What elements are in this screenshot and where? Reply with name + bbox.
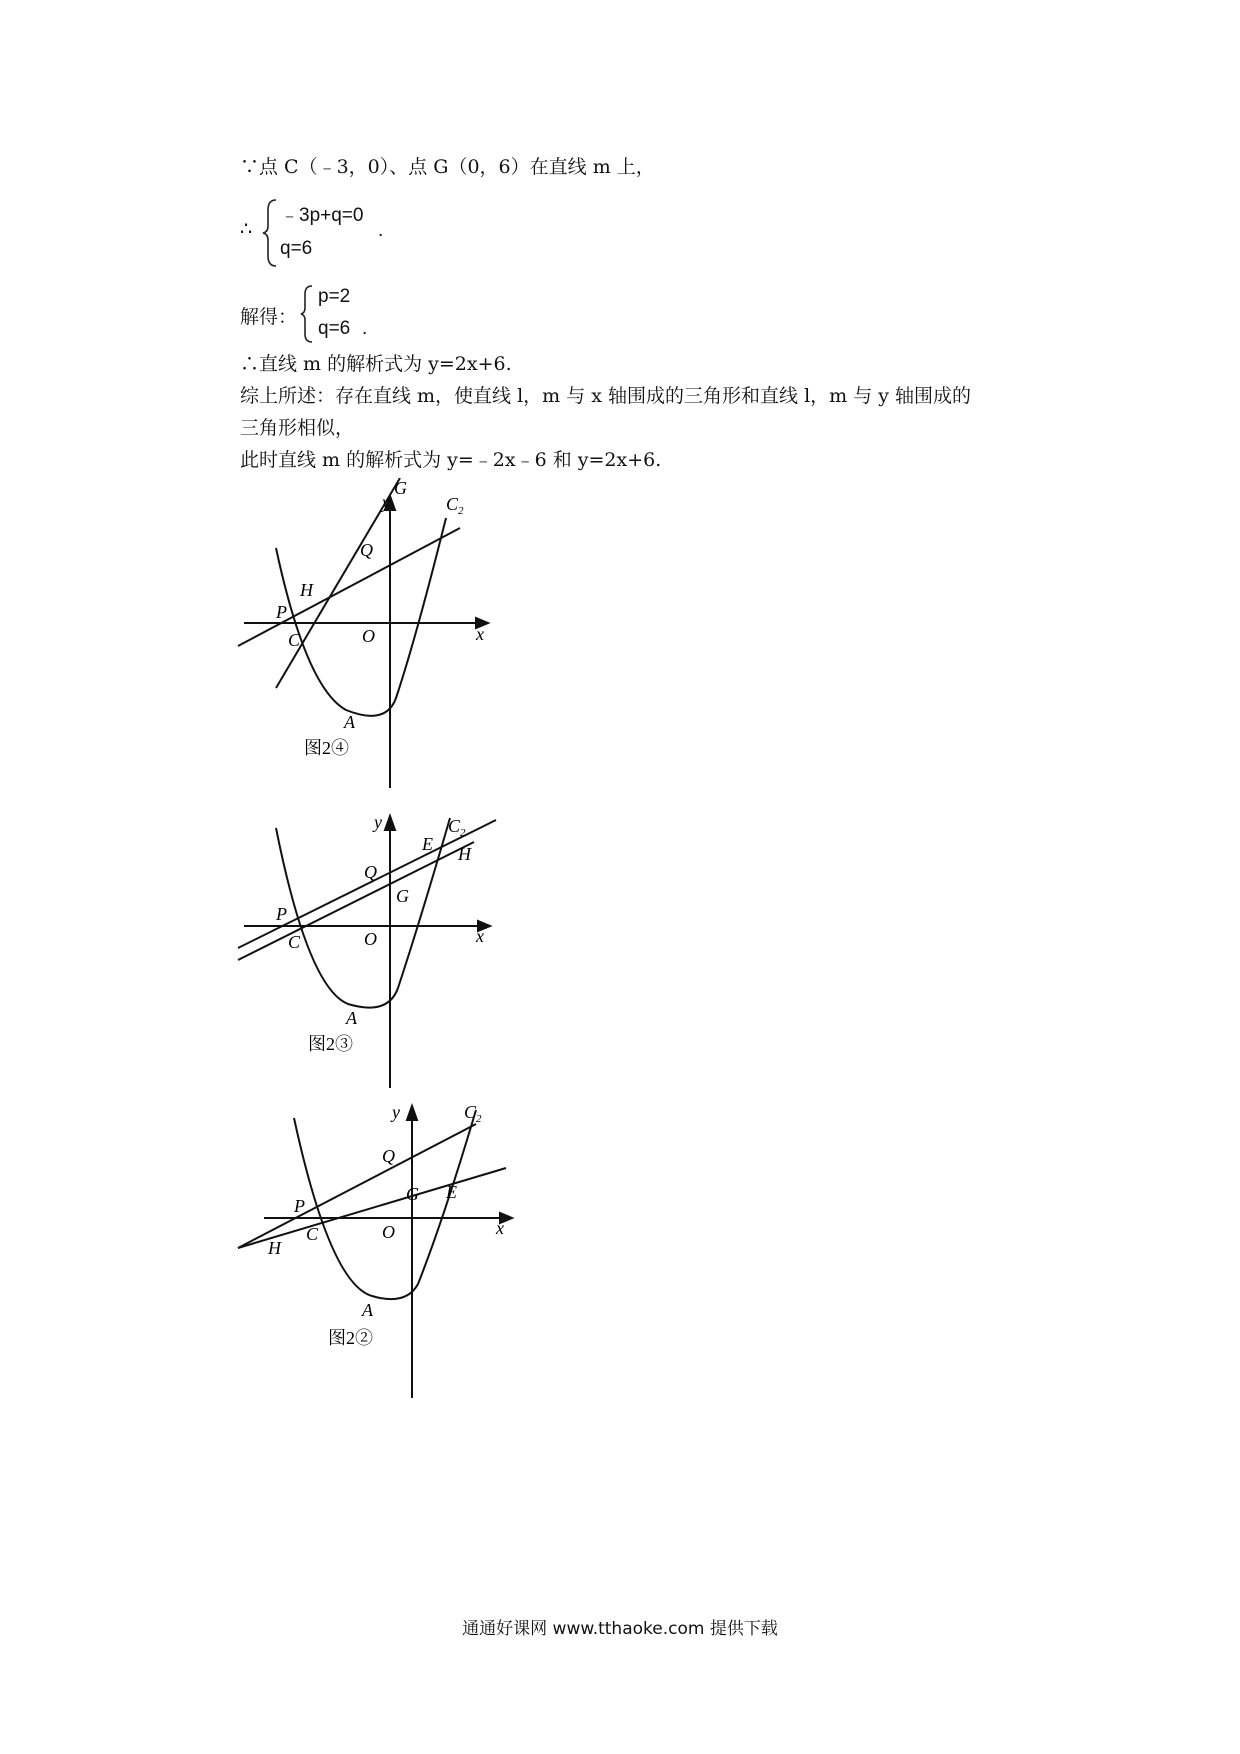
line-pq — [238, 1124, 476, 1248]
figure-2-3 — [236, 798, 506, 1092]
conclusion-line: 三角形相似， — [240, 417, 355, 439]
label-q: Q — [364, 862, 377, 882]
equation-row: ﹣3p+q=0 — [280, 205, 364, 226]
label-g: G — [394, 478, 407, 498]
equation-row: q=6 — [280, 238, 313, 259]
label-e: E — [422, 834, 433, 854]
figure-2-2 — [236, 1088, 526, 1402]
label-a: A — [344, 712, 355, 732]
line-hge — [238, 1168, 506, 1248]
label-h: H — [300, 580, 313, 600]
conclusion-line: 综上所述：存在直线 m，使直线 l，m 与 x 轴围成的三角形和直线 l，m 与 y 轴围成的 — [240, 385, 972, 407]
label-c2: $C_2$ — [448, 816, 466, 839]
label-c2: $C_2$ — [446, 494, 464, 517]
figure-caption: 图2③ — [308, 1034, 353, 1054]
label-a: A — [346, 1008, 357, 1028]
label-e: E — [446, 1182, 457, 1202]
line-ghe — [238, 842, 474, 960]
label-c2: $C_2$ — [464, 1102, 482, 1125]
figure-2-4 — [236, 478, 506, 802]
label-p: P — [276, 602, 287, 622]
equation-row: q=6 — [318, 318, 351, 339]
label-c: C — [288, 630, 301, 650]
label-y: y — [374, 812, 382, 832]
equation-system-2 — [240, 284, 440, 344]
label-a: A — [362, 1300, 373, 1320]
footer-credit: 通通好课网 www.tthaoke.com 提供下载 — [462, 1619, 778, 1639]
figure-caption: 图2② — [328, 1328, 373, 1348]
label-q: Q — [382, 1146, 395, 1166]
label-y: y — [392, 1102, 400, 1122]
figure-caption: 图2④ — [304, 738, 349, 758]
conclusion-line: 此时直线 m 的解析式为 y=﹣2x﹣6 和 y=2x+6. — [240, 449, 662, 471]
label-y: y — [382, 492, 390, 512]
label-x: x — [476, 624, 484, 644]
label-o: O — [382, 1222, 395, 1242]
label-o: O — [364, 929, 377, 949]
y-axis-arrow — [407, 1106, 417, 1120]
left-brace-icon — [300, 284, 316, 344]
label-x: x — [476, 926, 484, 946]
y-axis-arrow — [385, 816, 395, 830]
label-p: P — [294, 1196, 305, 1216]
label-q: Q — [360, 540, 373, 560]
label-h: H — [458, 844, 471, 864]
label-h: H — [268, 1238, 281, 1258]
label-c: C — [306, 1224, 319, 1244]
equation-system-1 — [240, 198, 440, 268]
premise-line: ∵点 C（﹣3，0）、点 G（0，6）在直线 m 上， — [240, 156, 655, 178]
result-line: ∴直线 m 的解析式为 y=2x+6. — [240, 353, 512, 375]
period: . — [362, 318, 368, 339]
label-p: P — [276, 904, 287, 924]
label-c: C — [288, 932, 301, 952]
left-brace-icon — [262, 198, 280, 268]
label-o: O — [362, 626, 375, 646]
label-g: G — [396, 886, 409, 906]
label-g: G — [406, 1184, 419, 1204]
equation-row: p=2 — [318, 286, 351, 307]
line-pq — [238, 528, 460, 646]
label-x: x — [496, 1218, 504, 1238]
therefore-symbol: ∴ — [240, 218, 253, 240]
period: . — [378, 220, 384, 241]
solve-label: 解得： — [240, 306, 298, 328]
